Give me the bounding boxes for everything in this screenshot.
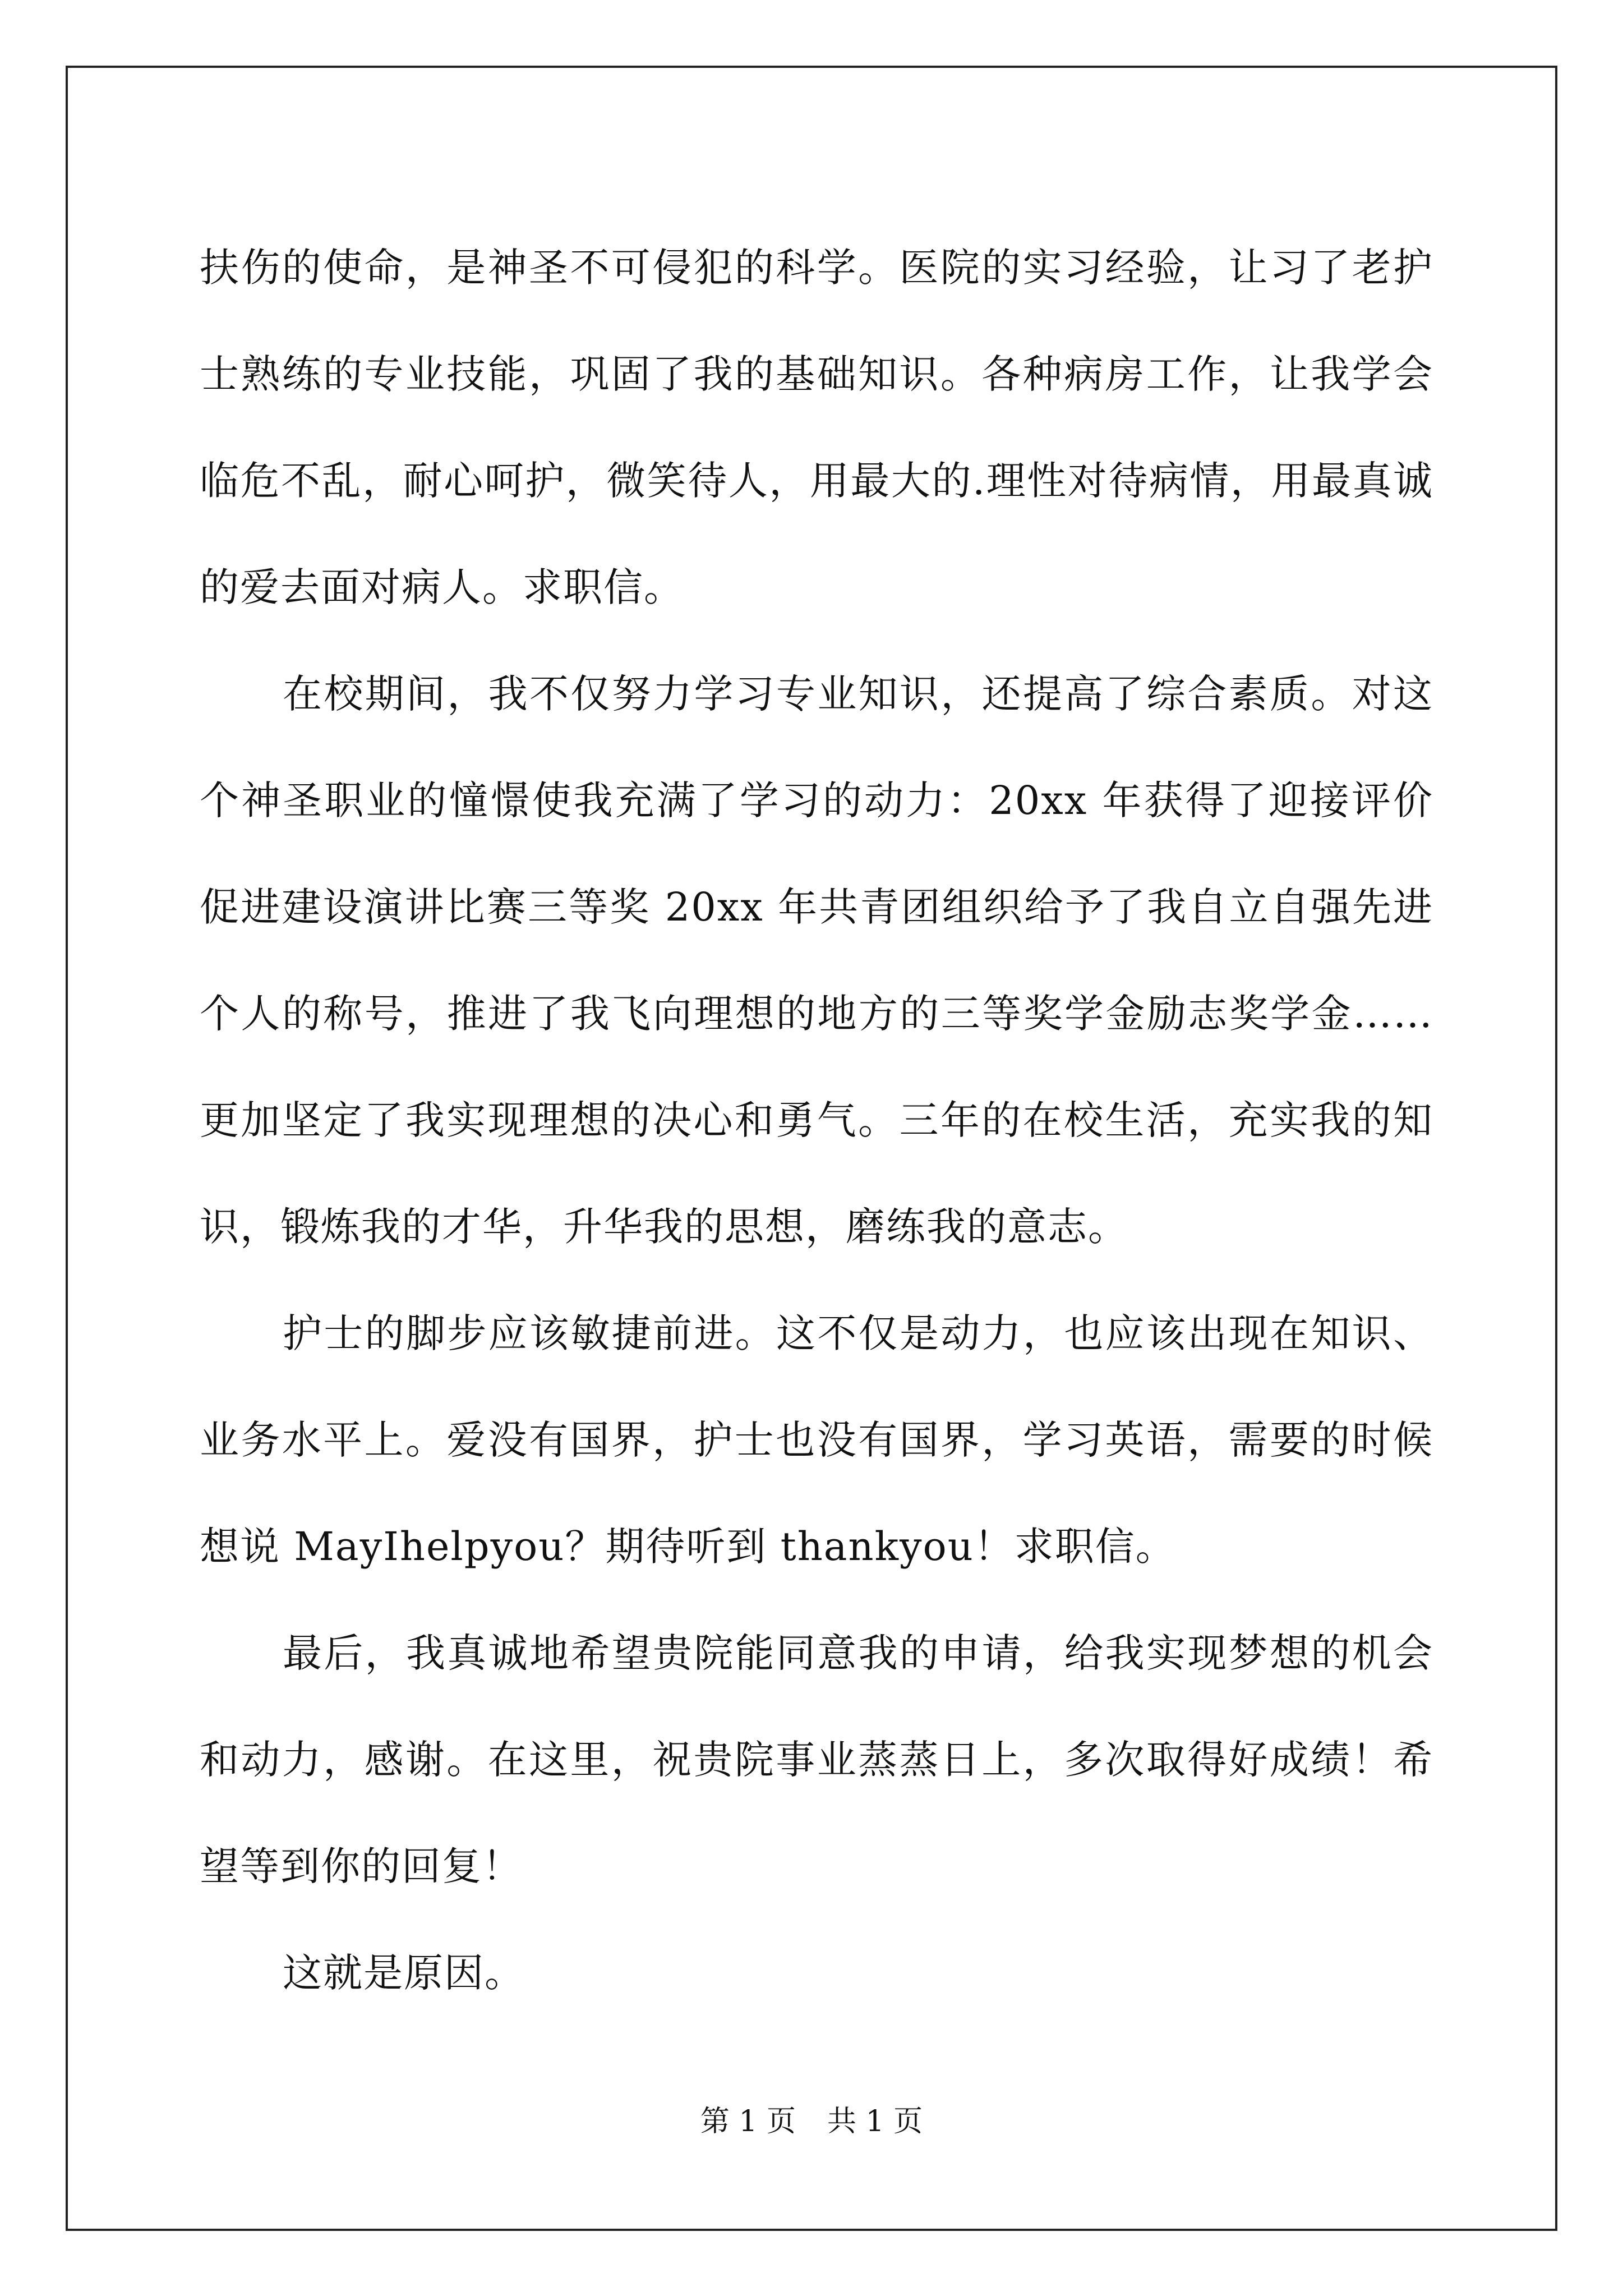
paragraph-2: 在校期间，我不仅努力学习专业知识，还提高了综合素质。对这个神圣职业的憧憬使我充满了学习的动力：20xx 年获得了迎接评价促进建设演讲比赛三等奖 20xx 年共青团组织给予了我自立自强先进个人的称号，推进了我飞向理想的地方的三等奖学金励志奖学金……更加坚定了我实现理想的决心和勇气。三年的在校生活，充实我的知识，锻炼我的才华，升华我的思想，磨练我的意志。: [200, 671, 1433, 1250]
page-number: 第 1 页: [700, 2105, 796, 2138]
document-body: [200, 214, 1433, 2026]
page-total: 共 1 页: [827, 2105, 923, 2138]
page-footer: [0, 2105, 1623, 2138]
paragraph-5: 这就是原因。: [283, 1950, 525, 1996]
paragraph-4: 最后，我真诚地希望贵院能同意我的申请，给我实现梦想的机会和动力，感谢。在这里，祝贵院事业蒸蒸日上，多次取得好成绩！希望等到你的回复！: [200, 1630, 1433, 1889]
paragraph-1: 扶伤的使命，是神圣不可侵犯的科学。医院的实习经验，让习了老护士熟练的专业技能，巩固了我的基础知识。各种病房工作，让我学会临危不乱，耐心呵护，微笑待人，用最大的.理性对待病情，用最真诚的爱去面对病人。求职信。: [200, 245, 1433, 610]
paragraph-3: 护士的脚步应该敏捷前进。这不仅是动力，也应该出现在知识、业务水平上。爱没有国界，护士也没有国界，学习英语，需要的时候想说 MayIhelpyou？期待听到 thankyou！求职信。: [200, 1310, 1433, 1570]
